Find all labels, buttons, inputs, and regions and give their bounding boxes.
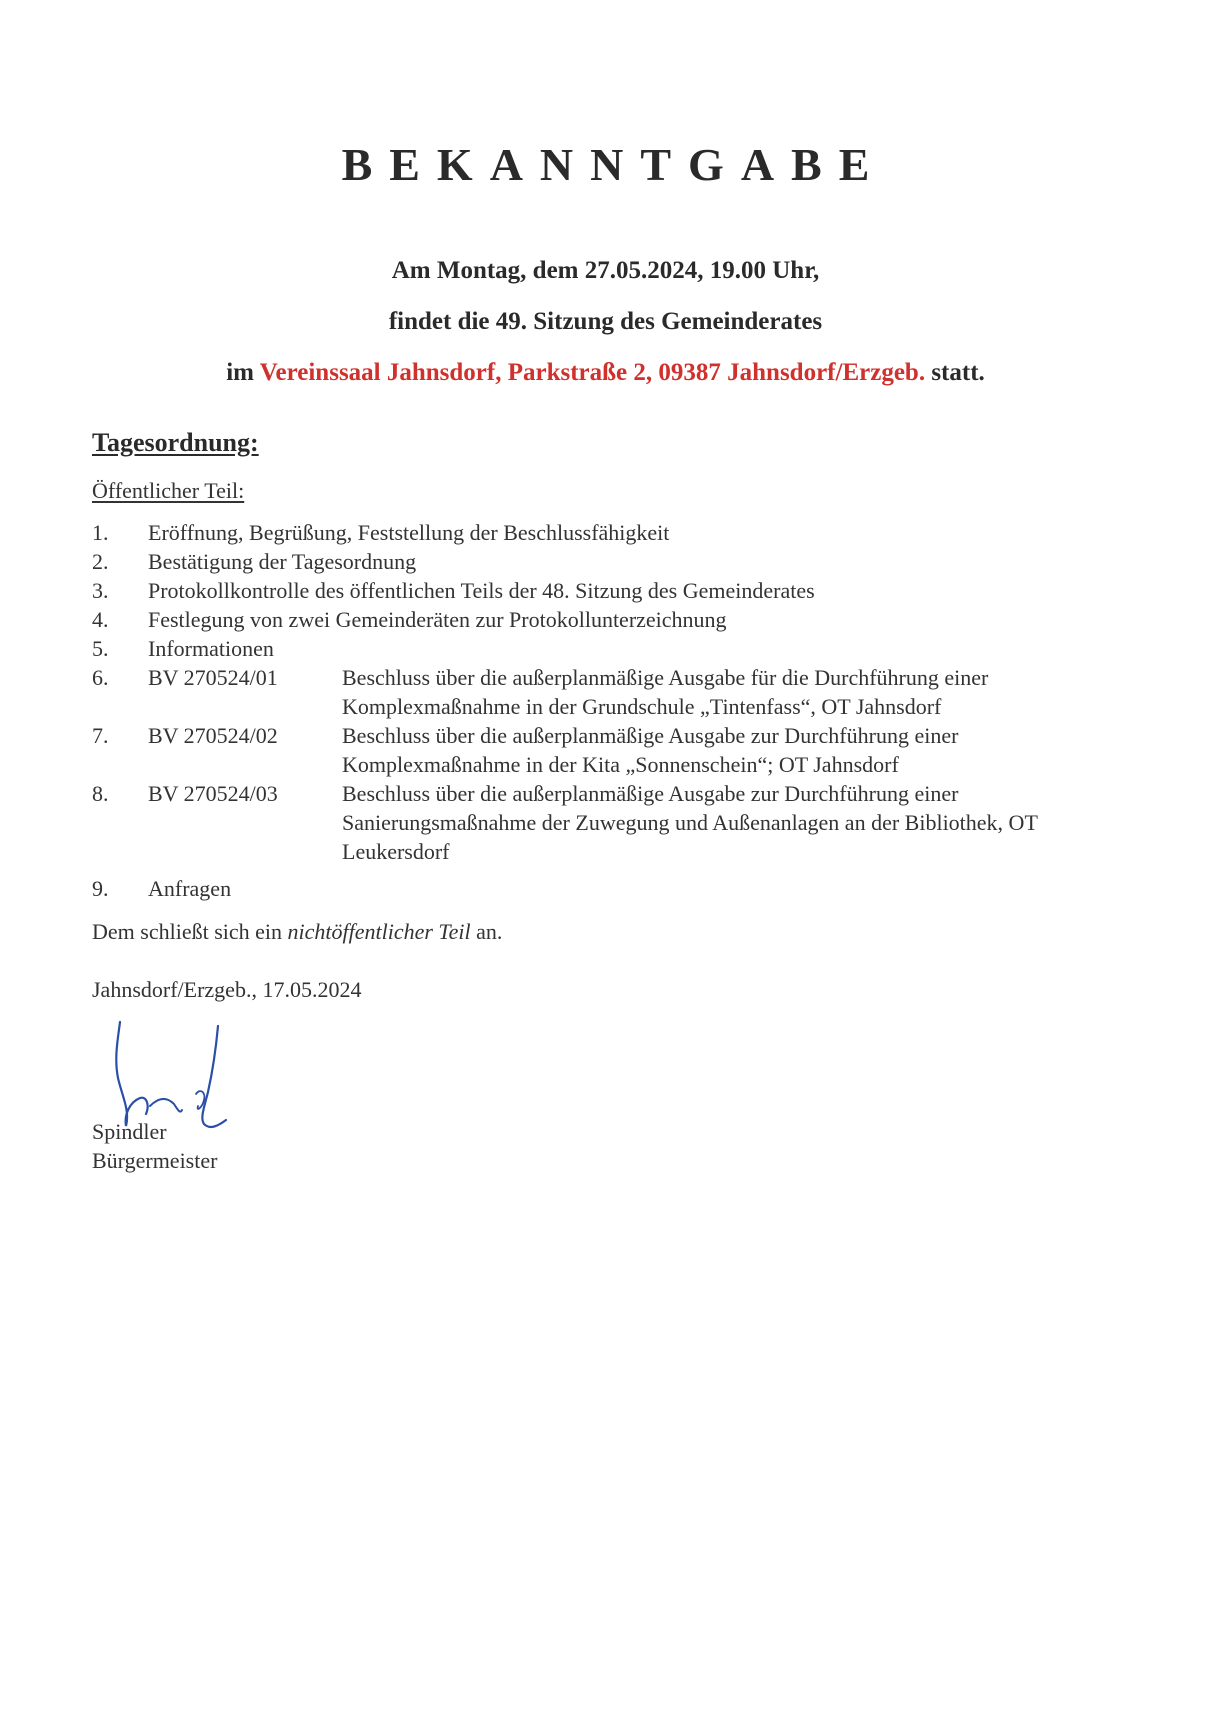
agenda-item-number: 3. (92, 578, 109, 603)
agenda-item-number: 8. (92, 781, 109, 806)
agenda-spacer (92, 866, 1132, 874)
closing-emphasis: nichtöffentlicher Teil (287, 919, 471, 944)
meeting-date-line: Am Montag, dem 27.05.2024, 19.00 Uhr, (391, 257, 820, 284)
agenda-item-code: BV 270524/03 (148, 781, 278, 806)
signer-title: Bürgermeister (92, 1148, 218, 1173)
agenda-item-number: 9. (92, 876, 109, 901)
venue-address: Vereinssaal Jahnsdorf, Parkstraße 2, 09387 Jahnsdorf/Erzgeb. (259, 359, 926, 386)
agenda-item-text: Protokollkontrolle des öffentlichen Teils der 48. Sitzung des Gemeinderates (148, 578, 815, 603)
signer-name: Spindler (92, 1119, 167, 1144)
agenda-item-text: Beschluss über die außerplanmäßige Ausgabe für die Durchführung einer Komplexmaßnahme in der Grundschule „Tintenfass“, OT Jahnsdorf (342, 665, 989, 719)
agenda-item-text: Anfragen (148, 876, 232, 901)
document-title: BEKANNTGABE (341, 139, 887, 190)
venue-suffix: statt. (925, 359, 985, 386)
agenda-item-number: 2. (92, 549, 109, 574)
agenda-item-text: Beschluss über die außerplanmäßige Ausgabe zur Durchführung einer Komplexmaßnahme in der Kita „Sonnenschein“; OT Jahnsdorf (342, 723, 959, 777)
agenda-item-text: Bestätigung der Tagesordnung (148, 549, 417, 574)
agenda-list (92, 518, 1132, 903)
public-part-label: Öffentlicher Teil: (92, 478, 245, 503)
agenda-item-text: Informationen (148, 636, 274, 661)
agenda-item-code: BV 270524/02 (148, 723, 278, 748)
agenda-item (92, 721, 1132, 779)
agenda-item (92, 547, 1132, 576)
meeting-venue-line (0, 359, 1211, 387)
agenda-item-number: 6. (92, 665, 109, 690)
venue-prefix: im (226, 359, 260, 386)
agenda-item-text: Festlegung von zwei Gemeinderäten zur Protokollunterzeichnung (148, 607, 727, 632)
meeting-session-line: findet die 49. Sitzung des Gemeinderates (388, 308, 823, 335)
agenda-item (92, 518, 1132, 547)
agenda-item-code: BV 270524/01 (148, 665, 278, 690)
agenda-item-number: 1. (92, 520, 109, 545)
closing-note (92, 919, 502, 945)
agenda-item-number: 4. (92, 607, 109, 632)
place-and-date: Jahnsdorf/Erzgeb., 17.05.2024 (92, 977, 362, 1002)
agenda-item-text: Beschluss über die außerplanmäßige Ausgabe zur Durchführung einer Sanierungsmaßnahme der Zuwegung und Außenanlagen an der Bibliothek, OT Leukersdorf (342, 781, 1038, 864)
closing-suffix: an. (470, 919, 503, 944)
agenda-item (92, 874, 1132, 903)
agenda-item (92, 663, 1132, 721)
agenda-item (92, 605, 1132, 634)
agenda-item (92, 779, 1132, 866)
agenda-item (92, 576, 1132, 605)
closing-prefix: Dem schließt sich ein (92, 919, 288, 944)
agenda-heading: Tagesordnung: (92, 428, 259, 457)
agenda-item-number: 7. (92, 723, 109, 748)
agenda-item (92, 634, 1132, 663)
agenda-item-text: Eröffnung, Begrüßung, Feststellung der Beschlussfähigkeit (148, 520, 670, 545)
agenda-item-number: 5. (92, 636, 109, 661)
